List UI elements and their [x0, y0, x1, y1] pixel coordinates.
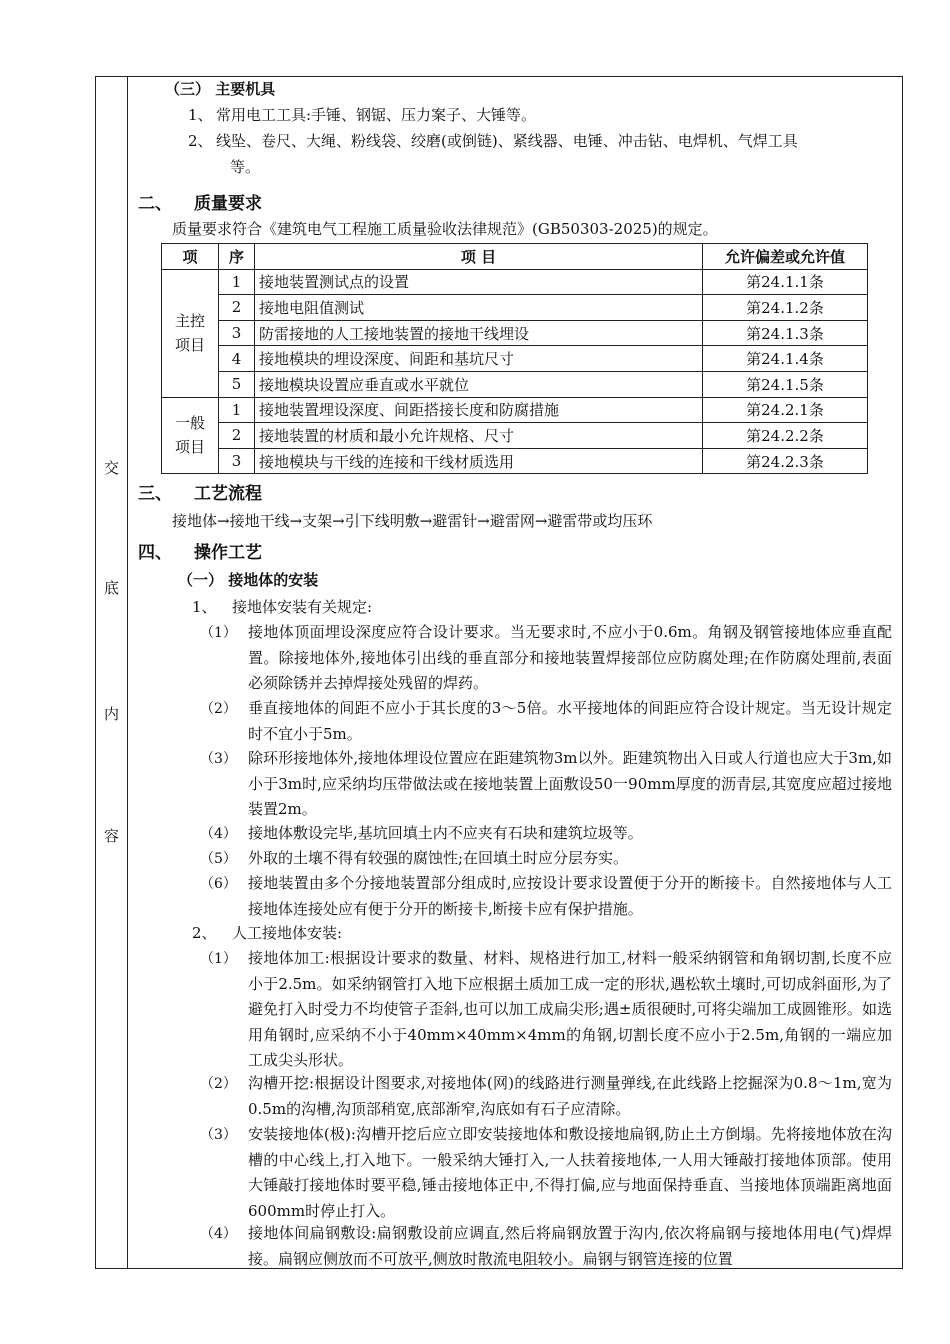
group-label-main: 主控 项目	[162, 269, 219, 397]
table-cell-item: 防雷接地的人工接地装置的接地干线埋设	[255, 320, 703, 346]
table-cell-seq: 3	[219, 448, 255, 474]
section-heading: 工艺流程	[194, 484, 262, 504]
item-number: （1）	[200, 625, 237, 641]
side-label-char: 底	[103, 579, 119, 597]
table-cell-value: 第24.1.5条	[703, 371, 868, 397]
item-number: （4）	[200, 1226, 237, 1242]
table-row	[162, 371, 868, 397]
table-cell-item: 接地装置测试点的设置	[255, 269, 703, 295]
item-text: 沟槽开挖:根据设计图要求,对接地体(网)的线路进行测量弹线,在此线路上挖掘深为0.8～1m,宽为0.5m的沟槽,沟顶部稍宽,底部渐窄,沟底如有石子应清除。	[248, 1074, 892, 1118]
item-number: （3）	[200, 751, 237, 767]
section-number: 四、	[138, 543, 172, 563]
item-text: 安装接地体(极):沟槽开挖后应立即安装接地体和敷设接地扁钢,防止土方倒塌。先将接地体放在沟槽的中心线上,打入地下。一般采纳大锤打入,一人扶着接地体,一人用大锤敲打接地体顶部。使用大锤敲打接地体时要平稳,锤击接地体正中,不得打偏,应与地面保持垂直、当接地体顶端距离地面600mm时停止打入。	[248, 1125, 892, 1220]
item-text: 接地体间扁钢敷设:扁钢敷设前应调直,然后将扁钢放置于沟内,依次将扁钢与接地体用电(气)焊焊接。扁钢应侧放而不可放平,侧放时散流电阻较小。扁钢与钢管连接的位置	[248, 1224, 892, 1268]
table-header: 序	[219, 244, 255, 270]
table-header: 项	[162, 244, 219, 270]
table-row	[162, 269, 868, 295]
item-text: 接地体加工:根据设计要求的数量、材料、规格进行加工,材料一般采纳钢管和角钢切割,长度不应小于2.5m。如采纳钢管打入地下应根据土质加工成一定的形状,遇松软土壤时,可切成斜面形,为了避免打入时受力不均使管子歪斜,也可以加工成扁尖形;遇±质很硬时,可将尖端加工成圆锥形。如选用角钢时,应采纳不小于40mm×40mm×4mm的角钢,切割长度不应小于2.5m,角钢的一端应加工成尖头形状。	[248, 949, 892, 1069]
subsection-heading: （一） 接地体的安装	[178, 571, 319, 589]
group-label-general: 一般 项目	[162, 397, 219, 474]
table-cell-seq: 3	[219, 320, 255, 346]
table-cell-seq: 2	[219, 295, 255, 321]
table-cell-seq: 5	[219, 371, 255, 397]
table-cell-value: 第24.2.3条	[703, 448, 868, 474]
table-cell-seq: 2	[219, 423, 255, 449]
table-cell-value: 第24.1.4条	[703, 346, 868, 372]
tools-item-num: 2、	[188, 132, 213, 150]
item-text: 接地装置由多个分接地装置部分组成时,应按设计要求设置便于分开的断接卡。自然接地体与人工接地体连接处应有便于分开的断接卡,断接卡应有保护措施。	[248, 874, 892, 918]
item-number: （1）	[200, 951, 237, 967]
tools-item-cont: 等。	[230, 158, 261, 176]
process-flow: 接地体→接地干线→支架→引下线明敷→避雷针→避雷网→避雷带或均压环	[172, 512, 653, 530]
table-cell-value: 第24.2.2条	[703, 423, 868, 449]
item-text: 接地体敷设完毕,基坑回填土内不应夹有石块和建筑垃圾等。	[248, 824, 643, 842]
side-label-char: 内	[103, 705, 119, 723]
item-number: （2）	[200, 1076, 237, 1092]
table-cell-value: 第24.1.2条	[703, 295, 868, 321]
item-text: 接地体顶面埋设深度应符合设计要求。当无要求时,不应小于0.6m。角钢及钢管接地体应垂直配置。除接地体外,接地体引出线的垂直部分和接地装置焊接部位应防腐处理;在作防腐处理前,表面必须除锈并去掉焊接处残留的焊药。	[248, 623, 892, 692]
side-label-char: 交	[103, 459, 119, 477]
table-header: 项 目	[255, 244, 703, 270]
table-cell-item: 接地模块设置应垂直或水平就位	[255, 371, 703, 397]
table-row	[162, 423, 868, 449]
item-number: （6）	[200, 876, 237, 892]
part-number: 1、	[192, 598, 217, 616]
table-cell-item: 接地模块的埋设深度、间距和基坑尺寸	[255, 346, 703, 372]
item-number: （5）	[200, 851, 237, 867]
table-cell-seq: 1	[219, 397, 255, 423]
tools-heading: （三） 主要机具	[165, 80, 276, 98]
table-cell-item: 接地装置埋设深度、间距搭接长度和防腐措施	[255, 397, 703, 423]
section-number: 二、	[138, 194, 172, 214]
table-cell-value: 第24.1.3条	[703, 320, 868, 346]
quality-table	[161, 243, 868, 474]
tools-item-num: 1、	[188, 106, 213, 124]
item-text: 外取的土壤不得有较强的腐蚀性;在回填土时应分层夯实。	[248, 849, 629, 867]
table-cell-value: 第24.1.1条	[703, 269, 868, 295]
table-cell-item: 接地装置的材质和最小允许规格、尺寸	[255, 423, 703, 449]
table-row	[162, 346, 868, 372]
part-title: 接地体安装有关规定:	[232, 598, 373, 616]
item-number: （4）	[200, 826, 237, 842]
table-cell-item: 接地模块与干线的连接和干线材质选用	[255, 448, 703, 474]
part-number: 2、	[192, 924, 217, 942]
item-number: （3）	[200, 1127, 237, 1143]
quality-intro: 质量要求符合《建筑电气工程施工质量验收法律规范》(GB50303-2025)的规定。	[172, 220, 718, 238]
table-header-row	[162, 244, 868, 270]
table-cell-seq: 1	[219, 269, 255, 295]
section-heading: 操作工艺	[194, 543, 262, 563]
table-row	[162, 295, 868, 321]
table-cell-item: 接地电阻值测试	[255, 295, 703, 321]
part-title: 人工接地体安装:	[232, 924, 343, 942]
item-text: 除环形接地体外,接地体埋设位置应在距建筑物3m以外。距建筑物出入日或人行道也应大于3m,如小于3m时,应采纳均压带做法或在接地装置上面敷设50一90mm厚度的沥青层,其宽度应超过接地装置2m。	[248, 749, 892, 818]
item-text: 垂直接地体的间距不应小于其长度的3～5倍。水平接地体的间距应符合设计规定。当无设计规定时不宜小于5m。	[248, 699, 892, 743]
table-row	[162, 448, 868, 474]
item-number: （2）	[200, 701, 237, 717]
table-row	[162, 320, 868, 346]
section-heading: 质量要求	[194, 194, 262, 214]
table-header: 允许偏差或允许值	[703, 244, 868, 270]
tools-item-text: 常用电工工具:手锤、钢锯、压力案子、大锤等。	[216, 106, 537, 124]
side-label-char: 容	[103, 827, 119, 845]
table-cell-value: 第24.2.1条	[703, 397, 868, 423]
table-cell-seq: 4	[219, 346, 255, 372]
section-number: 三、	[138, 484, 172, 504]
table-row	[162, 397, 868, 423]
tools-item-text: 线坠、卷尺、大绳、粉线袋、绞磨(或倒链)、紧线器、电锤、冲击钻、电焊机、气焊工具	[216, 132, 798, 150]
